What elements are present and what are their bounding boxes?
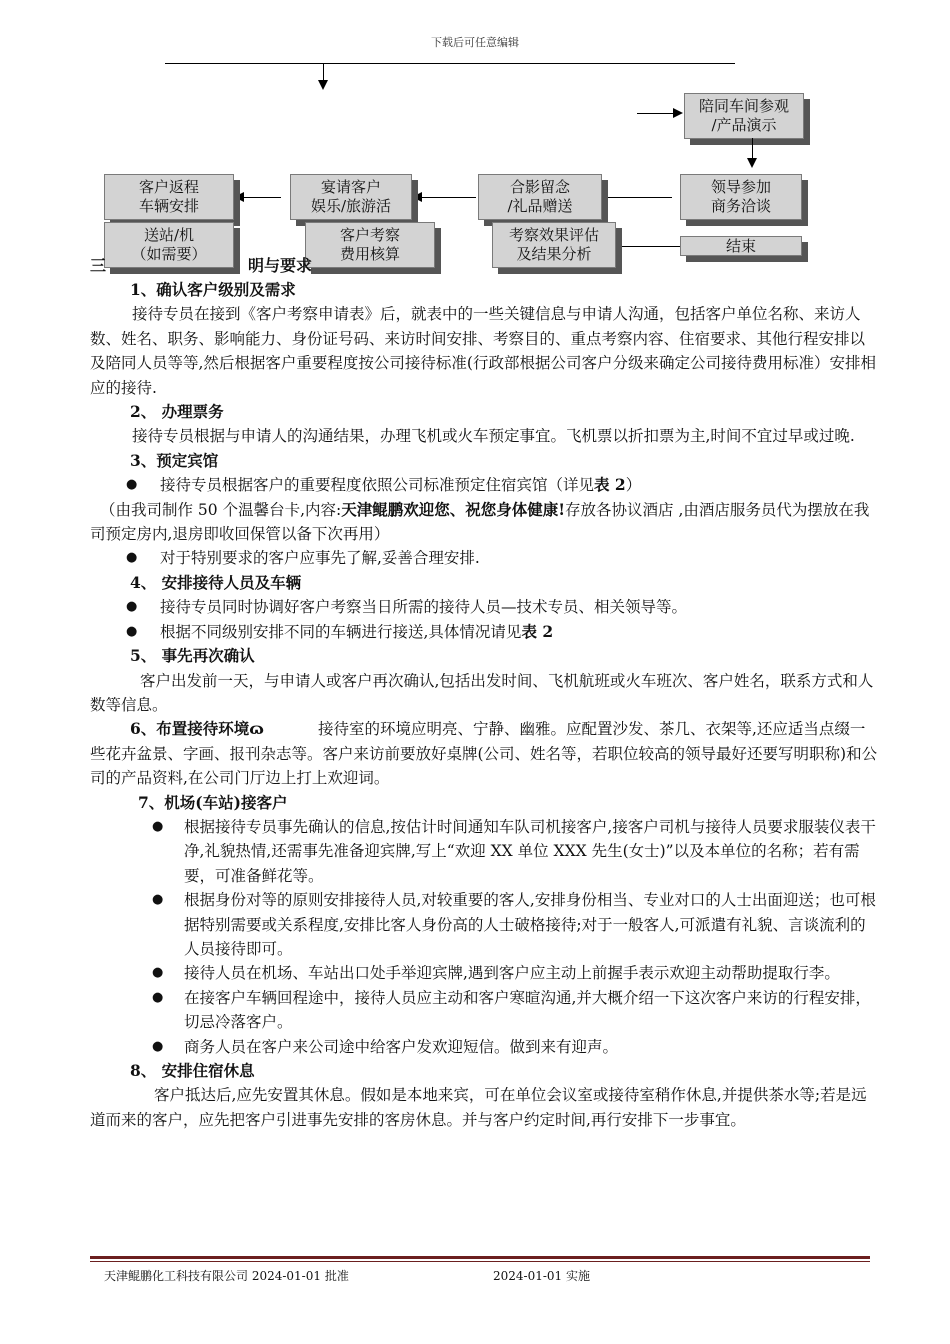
bullet-item xyxy=(90,473,880,497)
flow-connector xyxy=(615,246,680,247)
bullet-text-bold: 表 2 xyxy=(594,475,626,495)
section-title-fragment: 三 xyxy=(90,256,107,275)
bullet-text: 根据不同级别安排不同的车辆进行接送,具体情况请见 xyxy=(160,622,522,641)
flow-box-leader-meeting: 领导参加 商务洽谈 xyxy=(680,174,802,220)
bullet-item: ● 接待人员在机场、车站出口处手举迎宾牌,遇到客户应主动上前握手表示欢迎主动帮助提取行李。 xyxy=(90,961,880,985)
flow-box-end: 结束 xyxy=(680,236,802,256)
paragraph-6 xyxy=(90,717,880,790)
footer-approval: 天津鲲鹏化工科技有限公司 2024-01-01 批准 xyxy=(104,1269,349,1283)
flow-box-evaluation: 考察效果评估 及结果分析 xyxy=(492,222,616,268)
heading-3: 3、预定宾馆 xyxy=(130,450,219,470)
flow-box-entertainment: 宴请客户 娱乐/旅游活 xyxy=(290,174,412,220)
note-paragraph xyxy=(90,498,880,547)
heading-6: 6、布置接待环境 xyxy=(130,719,250,739)
document-body xyxy=(90,278,880,1132)
flow-connector xyxy=(637,113,675,114)
bullet-text-bold: 表 2 xyxy=(521,621,554,641)
bullet-text: ） xyxy=(625,476,642,495)
flow-connector xyxy=(600,197,672,198)
arrow-down-icon xyxy=(747,158,757,168)
bullet-item: ● 接待专员同时协调好客户考察当日所需的接待人员—技术专员、相关领导等。 xyxy=(90,595,880,619)
flow-box-group-photo: 合影留念 /礼品赠送 xyxy=(478,174,602,220)
flow-connector xyxy=(323,63,324,81)
footer-implementation: 2024-01-01 实施 xyxy=(493,1269,591,1283)
footer-divider xyxy=(90,1256,870,1259)
paragraph-1: 接待专员在接到《客户考察申请表》后，就表中的一些关键信息与申请人沟通，包括客户单位名称、来访人数、姓名、职务、影响能力、身份证号码、来访时间安排、考察目的、重点考察内容、住宿要求、其他行程安排以及陪同人员等等,然后根据客户重要程度按公司接待标准(行政部根据公司客户分级来确定公司接待费用标准）安排相应的接待. xyxy=(90,305,876,397)
heading-8: 8、 安排住宿休息 xyxy=(130,1061,255,1080)
paragraph-5: 客户出发前一天，与申请人或客户再次确认,包括出发时间、飞机航班或火车班次、客户姓名，联系方式和人数等信息。 xyxy=(90,671,874,714)
arrow-right-icon xyxy=(673,108,683,118)
footer-divider xyxy=(90,1261,870,1262)
heading-5: 5、 事先再次确认 xyxy=(130,646,255,666)
header-note: 下载后可任意编辑 xyxy=(431,36,519,49)
paragraph-2: 接待专员根据与申请人的沟通结果，办理飞机或火车预定事宜。飞机票以折扣票为主,时间不宜过早或过晚. xyxy=(132,427,855,446)
bullet-item: ● 根据接待专员事先确认的信息,按估计时间通知车队司机接客户,接客户司机与接待人员要求服装仪表干净,礼貌热情,还需事先准备迎宾牌,写上“欢迎 XX 单位 XXX 先生(女士)”以及本单位的名称；若有需要，可准备鲜花等。 xyxy=(90,815,880,888)
paragraph-6-text: 接待室的环境应明亮、宁静、幽雅。应配置沙发、茶几、衣架等,还应适当点缀一些花卉盆景、字画、报刊杂志等。客户来访前要放好桌牌(公司、姓名等，若职位较高的领导最好还要写明职称)和公司的产品资料,在公司门厅边上打上欢迎词。 xyxy=(90,720,878,788)
bullet-text: 接待专员根据客户的重要程度依照公司标准预定住宿宾馆（详见 xyxy=(160,476,595,495)
flow-box-return-trip: 客户返程 车辆安排 xyxy=(104,174,234,220)
arrow-left-icon xyxy=(234,192,244,202)
flow-box-station: 送站/机 （如需要） xyxy=(104,222,234,268)
heading-2: 2、 办理票务 xyxy=(130,402,224,422)
note-text: （由我司制作 50 个温馨台卡,内容: xyxy=(100,500,342,519)
heading-6-mark: ɷ xyxy=(249,719,264,739)
flow-box-cost-check: 客户考察 费用核算 xyxy=(305,222,435,268)
bullet-item xyxy=(90,620,880,644)
flow-connector xyxy=(752,138,753,160)
note-text-bold: 天津鲲鹏欢迎您、祝您身体健康! xyxy=(341,499,566,519)
bullet-item: ● 对于特别要求的客户应事先了解,妥善合理安排. xyxy=(90,546,880,570)
flow-connector xyxy=(241,197,281,198)
bullet-item: ● 根据身份对等的原则安排接待人员,对较重要的客人,安排身份相当、专业对口的人士出面迎送；也可根据特别需要或关系程度,安排比客人身份高的人士破格接待;对于一般客人,可派遣有礼貌、言谈流利的人员接待即可。 xyxy=(90,888,880,961)
flow-box-factory-tour: 陪同车间参观 /产品演示 xyxy=(684,93,804,139)
section-title-fragment: 明与要求 xyxy=(248,256,313,275)
heading-7: 7、机场(车站)接客户 xyxy=(138,792,288,812)
arrow-down-icon xyxy=(318,80,328,90)
bullet-item: ● 在接客户车辆回程途中，接待人员应主动和客户寒暄沟通,并大概介绍一下这次客户来访的行程安排，切忌冷落客户。 xyxy=(90,986,880,1035)
heading-4: 4、 安排接待人员及车辆 xyxy=(130,572,302,592)
heading-1: 1、确认客户级别及需求 xyxy=(130,280,296,299)
flow-top-line xyxy=(165,63,735,64)
arrow-left-icon xyxy=(412,192,422,202)
paragraph-8: 客户抵达后,应先安置其休息。假如是本地来宾，可在单位会议室或接待室稍作休息,并提供茶水等;若是远道而来的客户，应先把客户引进事先安排的客房休息。并与客户约定时间,再行安排下一步事宜。 xyxy=(90,1086,867,1129)
bullet-item: ● 商务人员在客户来公司途中给客户发欢迎短信。做到来有迎声。 xyxy=(90,1035,880,1059)
note-text: 存放各协议酒店 ,由酒店服务员代为摆放在我司预定房内,退房即收回保管以备下次再用） xyxy=(90,500,870,544)
flow-connector xyxy=(420,197,476,198)
